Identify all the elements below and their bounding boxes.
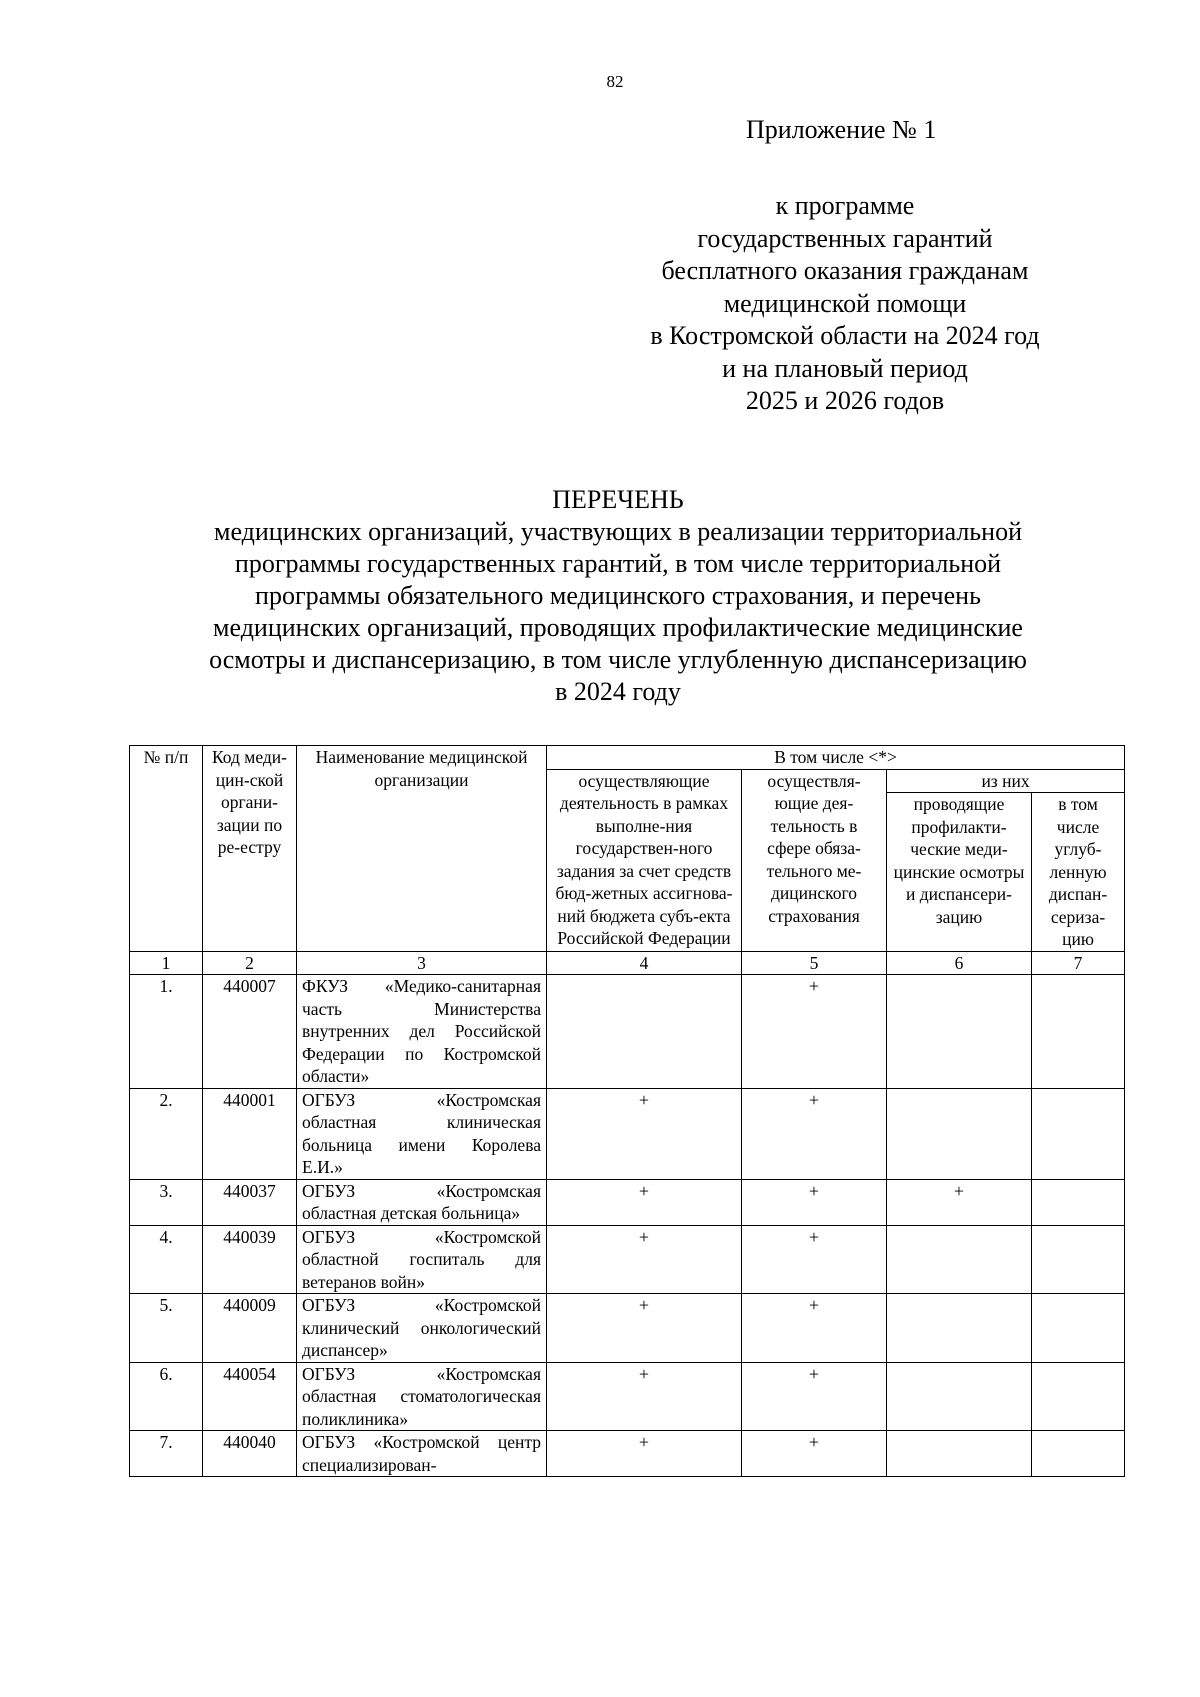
header-name: Наименование медицинской организации bbox=[297, 746, 547, 952]
column-number: 1 bbox=[130, 951, 203, 975]
row-num: 2. bbox=[130, 1088, 203, 1179]
row-org-name: ОГБУЗ «Костромская областная детская больница» bbox=[297, 1179, 547, 1225]
appendix-subtitle-line: в Костромской области на 2024 год bbox=[650, 321, 1040, 350]
row-deep-mark bbox=[1032, 1179, 1125, 1225]
row-deep-mark bbox=[1032, 1225, 1125, 1294]
row-num: 1. bbox=[130, 975, 203, 1089]
row-num: 7. bbox=[130, 1431, 203, 1477]
header-code: Код меди-цин-ской органи-зации по ре-естру bbox=[203, 746, 297, 952]
column-number-row bbox=[130, 951, 1125, 975]
table-row bbox=[130, 1431, 1125, 1477]
appendix-subtitle-line: и на плановый период bbox=[722, 353, 968, 383]
column-number: 7 bbox=[1032, 951, 1125, 975]
heading-line: программы государственных гарантий, в том числе территориальной bbox=[234, 549, 1002, 578]
row-budget-mark: + bbox=[547, 1088, 742, 1179]
row-org-name: ОГБУЗ «Костромская областная клиническая больница имени Королева Е.И.» bbox=[297, 1088, 547, 1179]
table-row bbox=[130, 975, 1125, 1089]
row-org-name: ФКУЗ «Медико-санитарная часть Министерства внутренних дел Российской Федерации по Костромской области» bbox=[297, 975, 547, 1089]
row-code: 440040 bbox=[203, 1431, 297, 1477]
row-prof-mark bbox=[887, 1431, 1032, 1477]
row-org-name: ОГБУЗ «Костромской центр специализирован- bbox=[297, 1431, 547, 1477]
header-oms: осуществля-ющие дея-тельность в сфере обяза-тельного ме-дицинского страхования bbox=[742, 769, 887, 951]
appendix-title: Приложение № 1 bbox=[746, 115, 937, 144]
row-code: 440037 bbox=[203, 1179, 297, 1225]
row-deep-mark bbox=[1032, 1362, 1125, 1431]
appendix-subtitle bbox=[610, 190, 1080, 418]
row-deep-mark bbox=[1032, 1431, 1125, 1477]
row-prof-mark bbox=[887, 1225, 1032, 1294]
header-prof-exams: проводящие профилакти-ческие меди-цинские осмотры и диспансери-зацию bbox=[887, 793, 1032, 952]
row-code: 440007 bbox=[203, 975, 297, 1089]
heading-line: программы обязательного медицинского страхования, и перечень bbox=[255, 581, 981, 610]
header-deep-dispensary: в том числе углуб-ленную диспан-сериза-цию bbox=[1032, 793, 1125, 952]
page-number: 82 bbox=[606, 72, 624, 91]
heading-line: медицинских организаций, проводящих профилактические медицинские bbox=[213, 613, 1023, 642]
document-title: ПЕРЕЧЕНЬ bbox=[552, 485, 684, 514]
document-heading bbox=[150, 484, 1086, 708]
row-budget-mark bbox=[547, 975, 742, 1089]
appendix-subtitle-line: 2025 и 2026 годов bbox=[745, 386, 945, 415]
row-num: 3. bbox=[130, 1179, 203, 1225]
row-prof-mark bbox=[887, 1362, 1032, 1431]
row-prof-mark bbox=[887, 1294, 1032, 1363]
appendix-subtitle-line: к программе bbox=[775, 191, 915, 220]
table-row bbox=[130, 1294, 1125, 1363]
row-deep-mark bbox=[1032, 975, 1125, 1089]
row-num: 4. bbox=[130, 1225, 203, 1294]
row-oms-mark: + bbox=[742, 1431, 887, 1477]
header-budget: осуществляющие деятельность в рамках выполне-ния государствен-ного задания за счет средств бюд-жетных ассигнова-ний бюджета субъ-екта Российской Федерации bbox=[547, 769, 742, 951]
row-budget-mark: + bbox=[547, 1431, 742, 1477]
row-prof-mark: + bbox=[887, 1179, 1032, 1225]
row-org-name: ОГБУЗ «Костромской клинический онкологический диспансер» bbox=[297, 1294, 547, 1363]
row-code: 440009 bbox=[203, 1294, 297, 1363]
row-prof-mark bbox=[887, 1088, 1032, 1179]
organizations-table bbox=[129, 745, 1125, 1477]
row-num: 6. bbox=[130, 1362, 203, 1431]
row-prof-mark bbox=[887, 975, 1032, 1089]
row-deep-mark bbox=[1032, 1294, 1125, 1363]
appendix-subtitle-line: медицинской помощи bbox=[723, 288, 967, 318]
row-budget-mark: + bbox=[547, 1294, 742, 1363]
table-row bbox=[130, 1179, 1125, 1225]
column-number: 2 bbox=[203, 951, 297, 975]
appendix-subtitle-line: государственных гарантий bbox=[697, 223, 993, 253]
row-budget-mark: + bbox=[547, 1362, 742, 1431]
column-number: 4 bbox=[547, 951, 742, 975]
row-code: 440001 bbox=[203, 1088, 297, 1179]
row-code: 440054 bbox=[203, 1362, 297, 1431]
column-number: 5 bbox=[742, 951, 887, 975]
header-including: В том числе <*> bbox=[547, 746, 1125, 770]
row-budget-mark: + bbox=[547, 1225, 742, 1294]
appendix-subtitle-line: бесплатного оказания гражданам bbox=[661, 256, 1029, 285]
row-budget-mark: + bbox=[547, 1179, 742, 1225]
row-oms-mark: + bbox=[742, 1179, 887, 1225]
heading-line: медицинских организаций, участвующих в реализации территориальной bbox=[214, 517, 1022, 546]
row-oms-mark: + bbox=[742, 1088, 887, 1179]
header-num: № п/п bbox=[130, 746, 203, 952]
table-row bbox=[130, 1362, 1125, 1431]
column-number: 6 bbox=[887, 951, 1032, 975]
heading-line: в 2024 году bbox=[555, 677, 681, 706]
header-of-them: из них bbox=[887, 769, 1125, 793]
row-deep-mark bbox=[1032, 1088, 1125, 1179]
row-oms-mark: + bbox=[742, 1362, 887, 1431]
table-row bbox=[130, 1225, 1125, 1294]
heading-line: осмотры и диспансеризацию, в том числе углубленную диспансеризацию bbox=[209, 645, 1027, 674]
row-org-name: ОГБУЗ «Костромская областная стоматологическая поликлиника» bbox=[297, 1362, 547, 1431]
row-oms-mark: + bbox=[742, 1294, 887, 1363]
row-num: 5. bbox=[130, 1294, 203, 1363]
column-number: 3 bbox=[297, 951, 547, 975]
row-code: 440039 bbox=[203, 1225, 297, 1294]
row-oms-mark: + bbox=[742, 975, 887, 1089]
table-row bbox=[130, 1088, 1125, 1179]
row-org-name: ОГБУЗ «Костромской областной госпиталь для ветеранов войн» bbox=[297, 1225, 547, 1294]
row-oms-mark: + bbox=[742, 1225, 887, 1294]
